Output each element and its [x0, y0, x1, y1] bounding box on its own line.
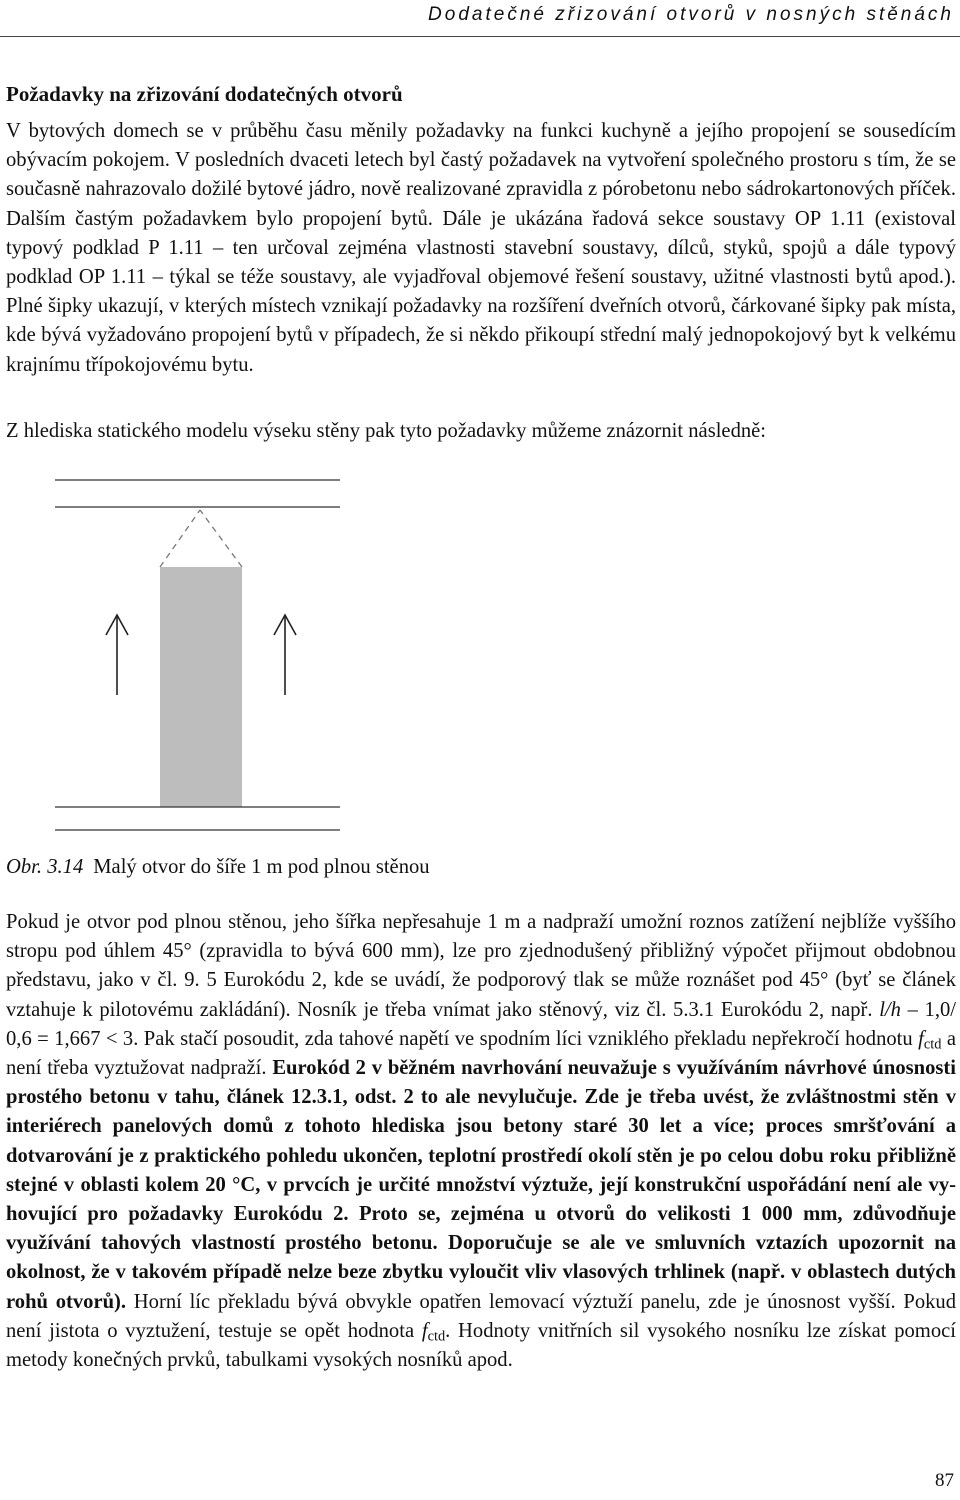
running-title: Dodatečné zřizování otvorů v nosných stěnách: [428, 4, 954, 25]
section-title: Požadavky na zřizování dodatečných otvorů: [6, 82, 403, 106]
paragraph-analysis-text-d: Horní líc překladu bývá obvykle opatřen lemovací výztuží panelu, zde je únosnost vyšší. Pokud není jistota o vyztužení, testuje se opět hodnota: [6, 1290, 957, 1342]
running-header: [0, 0, 960, 37]
support-arrow-left: [106, 615, 128, 695]
load-spread-line-right: [200, 510, 242, 567]
load-spread-line-left: [160, 510, 200, 567]
lintel-wall-block: [160, 567, 242, 807]
figure-caption-text: Malý otvor do šíře 1 m pod plnou stěnou: [93, 856, 430, 878]
paragraph-analysis-text-a: Pokud je otvor pod plnou stěnou, jeho šířka nepřesahuje 1 m a nadpraží umožní roznos zatížení nejblíže vyššího stropu pod úhlem 45° (zpravidla to bývá 600 mm), lze pro zjednodušený přibližný výpočet přijmout obdobnou představu, jako v čl. 9. 5 Eurokódu 2, kde se uvádí, že podporový tlak se může roznášet pod 45° (byť se článek vztahuje k pilotovému zakládání). Nosník je třeba vnímat jako stěnový, viz čl. 5.3.1 Eurokódu 2, např.: [6, 911, 956, 1021]
symbol-f-subscript: ctd: [923, 1036, 942, 1053]
figure-caption-number: Obr. 3.14: [6, 856, 84, 878]
paragraph-analysis-text-b: – 1,0/ 0,6 = 1,667 < 3. Pak stačí posoudit, zda tahové napětí ve spodním líci vzniklého překladu nepřekročí hodnotu: [6, 998, 957, 1050]
symbol-f-2-subscript: ctd: [427, 1328, 446, 1345]
wall-opening-diagram: [50, 470, 390, 840]
formula-l-over-h: l/h: [879, 998, 901, 1021]
page-number: 87: [935, 1470, 954, 1491]
paragraph-analysis: [6, 908, 956, 1375]
paragraph-analysis-bold: Eurokód 2 v běžném navrhování neuvažuje s využíváním návrhové únosnosti prostého betonu v tahu, článek 12.3.1, odst. 2 to ale nevylučuje. Zde je třeba uvést, že zvláštnostmi stěn v interiérech panelových domů z tohoto hlediska jsou betony staré 30 let a více; proces smršťování a dotvarování je z praktického pohledu ukončen, teplotní prostředí okolí stěn je po celou dobu roku přibližně stejné v oblasti kolem 20 °C, v prvcích je určité množství výztuže, její konstrukční uspořádání není ale vyhovující pro požadavky Eurokódu 2. Proto se, zejména u otvorů do velikosti 1 000 mm, zdůvodňuje využívání tahových vlastností prostého betonu. Doporučuje se ale ve smluvních vztazích upozornit na okolnost, že v takovém případě nelze beze zbytku vyloučit vliv vlasových trhlinek (např. v oblastech dutých rohů otvorů).: [6, 1057, 956, 1313]
support-arrow-right: [274, 615, 296, 695]
paragraph-analysis-text-c: a není třeba vyztužovat nadpraží.: [6, 1027, 956, 1080]
figure-caption: [6, 856, 430, 879]
symbol-f-2: f: [421, 1319, 428, 1342]
paragraph-analysis-text-e: . Hodnoty vnitřních sil vysokého nosníku lze získat pomocí metody konečných prvků, tabulkami vysokých nosníků apod.: [6, 1319, 956, 1372]
symbol-f: f: [918, 1027, 924, 1050]
paragraph-model-intro: Z hlediska statického modelu výseku stěny pak tyto požadavky můžeme znázornit následně:: [6, 420, 767, 442]
paragraph-intro: V bytových domech se v průběhu času měnily požadavky na funkci kuchyně a jejího propojení se sousedícím obývacím pokojem. V posledních dvaceti letech byl častý požadavek na vytvoření společného prostoru s tím, že se současně nahrazovalo dožilé bytové jádro, nově realizované zpravidla z pórobetonu nebo sádrokartonových příček. Dalším častým požadavkem bylo propojení bytů. Dále je ukázána řadová sekce soustavy OP 1.11 (existoval typový podklad P 1.11 – ten určoval zejména vlastnosti stavební soustavy, dílců, styků, spojů a dále typový podklad OP 1.11 – týkal se téže soustavy, ale vyjadřoval objemové řešení soustavy, užitné vlastnosti bytů apod.). Plné šipky ukazují, v kterých místech vznikají požadavky na rozšíření dveřních otvorů, čárkované šipky pak místa, kde bývá vyžadováno propojení bytů v případech, že si někdo přikoupí střední malý jednopokojový byt k velkému krajnímu třípokojovému bytu.: [6, 120, 956, 376]
figure-wall-opening: [50, 470, 390, 840]
